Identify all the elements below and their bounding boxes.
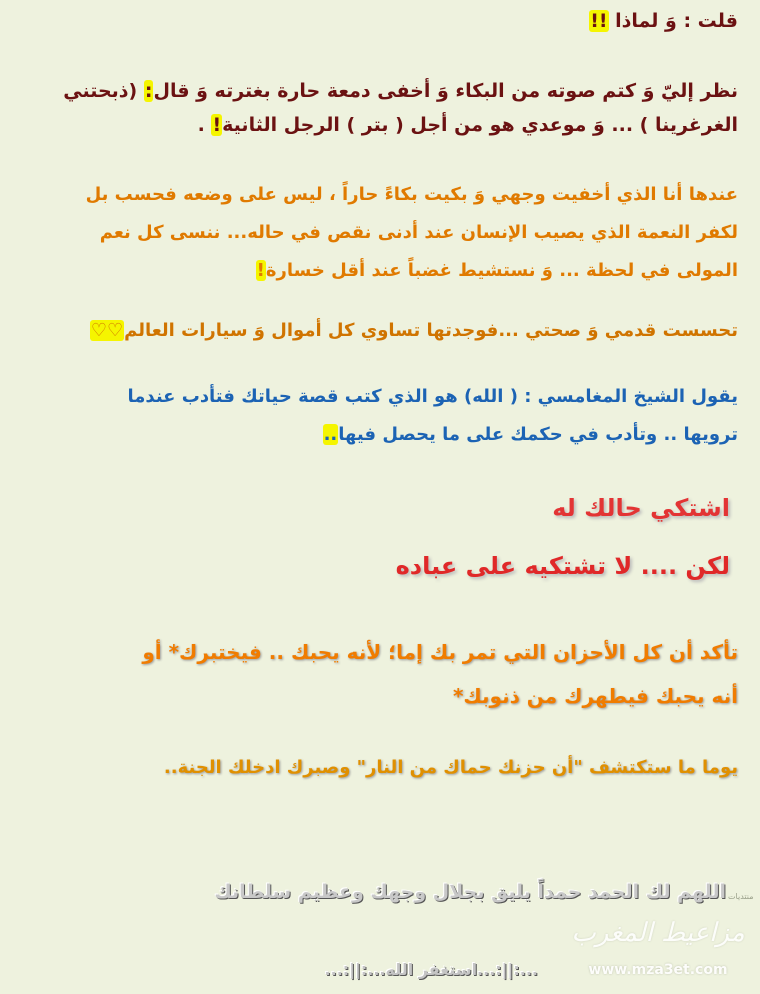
hearts-highlight: ♡♡ [90,320,124,341]
story-line-2 [22,108,738,142]
reflection-line-1: عندها أنا الذي أخفيت وجهي وَ بكيت بكاءً حاراً ، ليس على وضعه فحسب بل [85,184,738,205]
reflection-line-3 [22,252,738,290]
story-line-2-text: الغرغرينا ) ... وَ موعدي هو من أجل ( بتر ) الرجل الثانية [222,114,738,136]
assurance-line-2: أنه يحبك فيطهرك من ذنوبك* [452,684,738,708]
gratitude-text: تحسست قدمي وَ صحتي ...فوجدتها تساوي كل أموال وَ سيارات العالم [124,320,738,341]
exclamation-highlight: !! [590,10,608,32]
story-line-1 [22,74,738,108]
gratitude-line [22,316,738,346]
sheikh-quote-line-2-text: ترويها .. وتأدب في حكمك على ما يحصل فيها [338,424,738,445]
reflection-line-2: لكفر النعمة الذي يصيب الإنسان عند أدنى نقص في حاله... ننسى كل نعم [99,222,738,243]
exclamation-highlight: ! [212,114,222,136]
heading-complain: اشتكي حالك له [552,494,730,522]
istighfar-line: ...:||:...استغفر الله...:||:... [324,960,538,979]
reflection-paragraph [22,176,738,290]
heading-but: لكن .... لا تشتكيه على عباده [395,552,730,580]
reflection-line-3-text: المولى في لحظة ... وَ نستشيط غضباً عند أقل خسارة [265,260,738,281]
sheikh-quote-line-1: يقول الشيخ المغامسي : ( الله) هو الذي كتب قصة حياتك فتأدب عندما [127,386,738,407]
story-paragraph [22,74,738,142]
praise-line: اللهم لك الحمد حمداً يليق بجلال وجهك وعظيم سلطانك [214,881,726,903]
quote-question-text: قلت : وَ لماذا [608,10,738,32]
story-line-2-end: . [197,114,212,136]
quote-question [22,6,738,36]
watermark-forums-label: منتديات [728,892,754,901]
story-line-1-text: نظر إليّ وَ كتم صوته من البكاء وَ أخفى دمعة حارة بغترته وَ قال [153,80,738,102]
watermark-logo: مزاعيط المغرب [571,918,745,948]
exclamation-highlight: ! [256,260,265,281]
assurance-paragraph [22,630,738,718]
assurance-line-1: تأكد أن كل الأحزان التي تمر بك إما؛ لأنه يحبك .. فيختبرك* أو [142,640,738,664]
story-line-1-end: (ذبحتني [63,80,144,102]
sheikh-quote [22,378,738,454]
sheikh-quote-line-2 [22,416,738,454]
watermark-url: www.mza3et.com [588,962,728,978]
colon-highlight: : [144,80,153,102]
someday-line: يوما ما ستكتشف "أن حزنك حماك من النار" وصبرك ادخلك الجنة.. [163,757,738,778]
dots-highlight: .. [323,424,338,445]
